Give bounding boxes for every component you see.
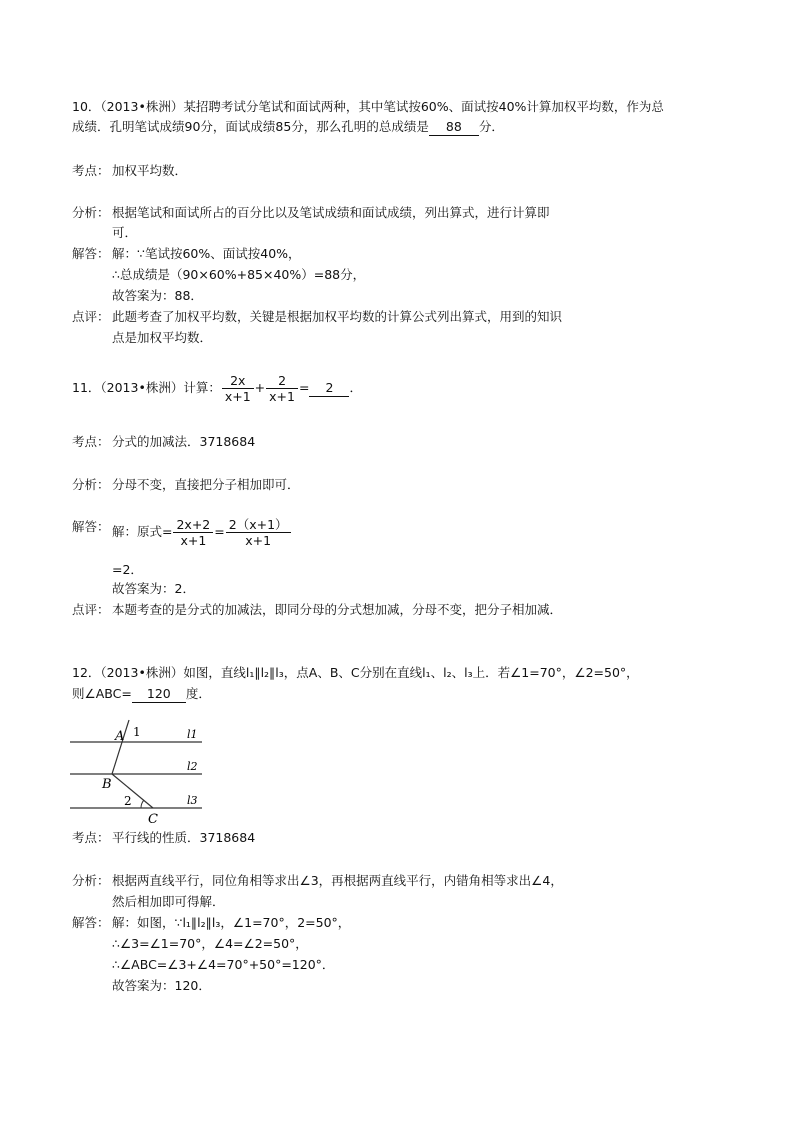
- q11-jieda-2: =2．: [112, 562, 143, 577]
- q12-stem-line2: [72, 686, 211, 703]
- q11-kaodian: [72, 434, 255, 450]
- q11-solution-fraction-1: [173, 517, 213, 548]
- frac-denominator: x+1: [226, 532, 291, 548]
- jieda-label: 解答：: [72, 246, 110, 261]
- q11-fraction-1: [222, 373, 254, 404]
- q12-fenxi: [72, 873, 563, 889]
- q12-kaodian-text: 平行线的性质．3718684: [112, 830, 256, 845]
- frac-numerator: 2: [278, 373, 287, 388]
- frac-denominator: x+1: [173, 532, 213, 548]
- q12-stem-text: 则∠ABC=: [72, 686, 132, 701]
- q11-stem-end: ．: [349, 380, 362, 395]
- frac-numerator: 2（x+1）: [228, 517, 288, 532]
- q10-dianping: [72, 309, 562, 325]
- angle-1-label: 1: [133, 725, 141, 739]
- q11-dianping: [72, 602, 562, 618]
- q11-jieda-1: [112, 516, 292, 548]
- q12-fenxi-cont: 然后相加即可得解．: [112, 894, 225, 909]
- q10-kaodian-text: 加权平均数．: [112, 163, 188, 178]
- q10-fenxi-text: 根据笔试和面试所占的百分比以及笔试成绩和面试成绩，列出算式，进行计算即: [112, 205, 550, 220]
- q12-stem-end: 度．: [185, 686, 211, 701]
- fenxi-label: 分析：: [72, 205, 110, 220]
- fenxi-label: 分析：: [72, 873, 110, 888]
- q10-stem-line2: [72, 119, 504, 136]
- angle-2-label: 2: [124, 794, 132, 808]
- q10-fenxi: [72, 205, 550, 221]
- fenxi-label: 分析：: [72, 477, 110, 492]
- q11-stem: [72, 372, 362, 404]
- kaodian-label: 考点：: [72, 434, 110, 449]
- q10-stem-end: 分．: [478, 119, 504, 134]
- q11-answer-blank: 2: [309, 380, 349, 397]
- q10-jieda-2: ∴总成绩是（90×60%+85×40%）=88分，: [112, 267, 366, 282]
- q10-answer-blank: 88: [429, 119, 479, 136]
- q10-kaodian: [72, 163, 187, 179]
- frac-denominator: x+1: [222, 388, 254, 404]
- l3-label: l3: [187, 794, 198, 807]
- l1-label: l1: [187, 728, 198, 741]
- point-b-label: B: [102, 777, 112, 792]
- point-a-label: A: [115, 729, 125, 744]
- q11-fraction-2: [266, 373, 298, 404]
- q11-stem-text: 11．（2013•株洲）计算：: [72, 380, 221, 395]
- q10-dianping-cont: 点是加权平均数．: [112, 330, 213, 345]
- q11-dianping-text: 本题考查的是分式的加减法，即同分母的分式想加减，分母不变，把分子相加减．: [112, 602, 563, 617]
- q10-stem-text: 成绩．孔明笔试成绩90分，面试成绩85分，那么孔明的总成绩是: [72, 119, 429, 134]
- angle-2-arc: [141, 800, 144, 808]
- q12-jieda-3: ∴∠ABC=∠3+∠4=70°+50°=120°．: [112, 957, 335, 972]
- q12-kaodian: [72, 830, 255, 846]
- q11-jieda-label: 解答：: [72, 519, 110, 534]
- q11-solution-fraction-2: [226, 517, 291, 548]
- point-c-label: C: [148, 812, 158, 827]
- l2-label: l2: [187, 760, 198, 773]
- jieda-label: 解答：: [72, 915, 110, 930]
- kaodian-label: 考点：: [72, 830, 110, 845]
- q11-jieda-3: 故答案为：2．: [112, 581, 195, 596]
- frac-numerator: 2x+2: [176, 517, 211, 532]
- dianping-label: 点评：: [72, 602, 110, 617]
- kaodian-label: 考点：: [72, 163, 110, 178]
- q12-jieda: [72, 915, 350, 931]
- q10-jieda: [72, 246, 301, 262]
- dianping-label: 点评：: [72, 309, 110, 324]
- q11-kaodian-text: 分式的加减法．3718684: [112, 434, 256, 449]
- q12-answer-blank: 120: [132, 686, 186, 703]
- equals-sign: =: [214, 524, 225, 539]
- q11-jieda-text: 解：原式=: [112, 524, 173, 539]
- equals-sign: =: [298, 380, 310, 395]
- segment-bc: [112, 774, 153, 808]
- q11-fenxi-text: 分母不变，直接把分子相加即可．: [112, 477, 300, 492]
- q12-fenxi-text: 根据两直线平行，同位角相等求出∠3，再根据两直线平行，内错角相等求出∠4，: [112, 873, 563, 888]
- frac-denominator: x+1: [266, 388, 298, 404]
- q12-stem-line1: 12．（2013•株洲）如图，直线l₁∥l₂∥l₃，点A、B、C分别在直线l₁、l₂、l₃上．若∠1=70°，∠2=50°，: [72, 665, 639, 680]
- q12-jieda-1: 解：如图，∵l₁∥l₂∥l₃，∠1=70°，2=50°，: [112, 915, 351, 930]
- q12-jieda-2: ∴∠3=∠1=70°，∠4=∠2=50°，: [112, 936, 308, 951]
- plus-sign: +: [254, 380, 266, 395]
- q10-dianping-text: 此题考查了加权平均数，关键是根据加权平均数的计算公式列出算式，用到的知识: [112, 309, 563, 324]
- q10-jieda-1: 解：∵笔试按60%、面试按40%，: [112, 246, 301, 261]
- q11-fenxi: [72, 477, 300, 493]
- q10-stem-line1: 10．（2013•株洲）某招聘考试分笔试和面试两种，其中笔试按60%、面试按40%计算加权平均数，作为总: [72, 99, 664, 114]
- q10-fenxi-cont: 可．: [112, 225, 138, 240]
- q10-jieda-3: 故答案为：88．: [112, 288, 203, 303]
- q12-jieda-4: 故答案为：120．: [112, 978, 211, 993]
- frac-numerator: 2x: [230, 373, 246, 388]
- parallel-lines-figure: [68, 716, 208, 828]
